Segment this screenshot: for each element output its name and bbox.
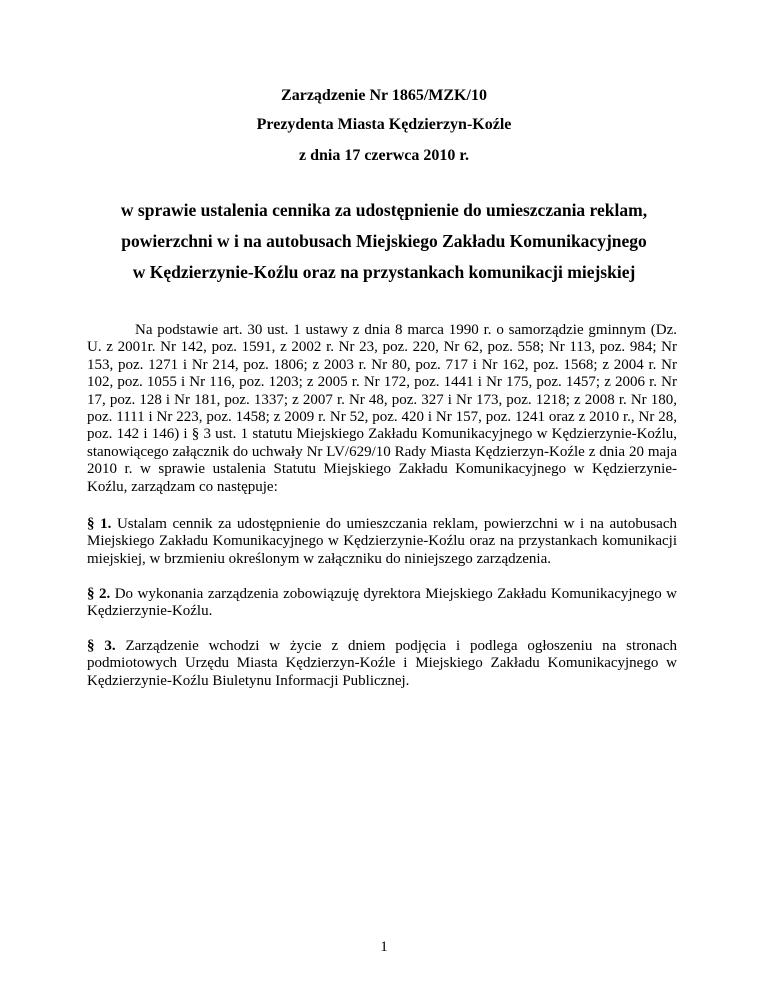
section-2-number: § 2. <box>87 586 111 602</box>
preamble-paragraph: Na podstawie art. 30 ust. 1 ustawy z dnia 8 marca 1990 r. o samorządzie gminnym (Dz. U. z 2001r. Nr 142, poz. 1591, z 2002 r. Nr 23, poz. 220, Nr 62, poz. 558; Nr 113, poz. 984; Nr 153, poz. 1271 i Nr 214, poz. 1806; z 2003 r. Nr 80, poz. 717 i Nr 162, poz. 1568; z 2004 r. Nr 102, poz. 1055 i Nr 116, poz. 1203; z 2005 r. Nr 172, poz. 1441 i Nr 175, poz. 1457; z 2006 r. Nr 17, poz. 128 i Nr 181, poz. 1337; z 2007 r. Nr 48, poz. 327 i Nr 173, poz. 1218; z 2008 r. Nr 180, poz. 1111 i Nr 223, poz. 1458; z 2009 r. Nr 52, poz. 420 i Nr 157, poz. 1241 oraz z 2010 r., Nr 28, poz. 142 i 146) i § 3 ust. 1 statutu Miejskiego Zakładu Komunikacyjnego w Kędzierzynie-Koźlu, stanowiącego załącznik do uchwały Nr LV/629/10 Rady Miasta Kędzierzyn-Koźle z dnia 20 maja 2010 r. w sprawie ustalenia Statutu Miejskiego Zakładu Komunikacyjnego w Kędzierzynie-Koźlu, zarządzam co następuje: <box>87 322 677 495</box>
section-1-text: Ustalam cennik za udostępnienie do umieszczania reklam, powierzchni w i na autobusach Miejskiego Zakładu Komunikacyjnego w Kędzierzynie-Koźlu oraz na przystankach komunikacji miejskiej, w brzmieniu określonym w załączniku do niniejszego zarządzenia. <box>87 516 677 567</box>
page-number: 1 <box>380 939 388 955</box>
decree-date: z dnia 17 czerwca 2010 r. <box>298 147 470 164</box>
issuer-title: Prezydenta Miasta Kędzierzyn-Koźle <box>256 116 512 133</box>
section-3-number: § 3. <box>87 638 116 654</box>
subject-line-3: w Kędzierzynie-Koźlu oraz na przystankach komunikacji miejskiej <box>132 262 636 282</box>
section-1 <box>87 516 677 568</box>
decree-number-title: Zarządzenie Nr 1865/MZK/10 <box>281 87 487 104</box>
subject-line-2: powierzchni w i na autobusach Miejskiego Zakładu Komunikacyjnego <box>121 231 647 251</box>
section-2 <box>87 586 677 621</box>
subject-line-1: w sprawie ustalenia cennika za udostępnienie do umieszczania reklam, <box>120 200 648 220</box>
section-2-text: Do wykonania zarządzenia zobowiązuję dyrektora Miejskiego Zakładu Komunikacyjnego w Kędzierzynie-Koźlu. <box>87 586 678 620</box>
section-1-number: § 1. <box>87 516 112 532</box>
section-3-text: Zarządzenie wchodzi w życie z dniem podjęcia i podlega ogłoszeniu na stronach podmiotowych Urzędu Miasta Kędzierzyn-Koźle i Miejskiego Zakładu Komunikacyjnego w Kędzierzynie-Koźlu Biuletynu Informacji Publicznej. <box>87 638 677 689</box>
section-3 <box>87 638 677 690</box>
